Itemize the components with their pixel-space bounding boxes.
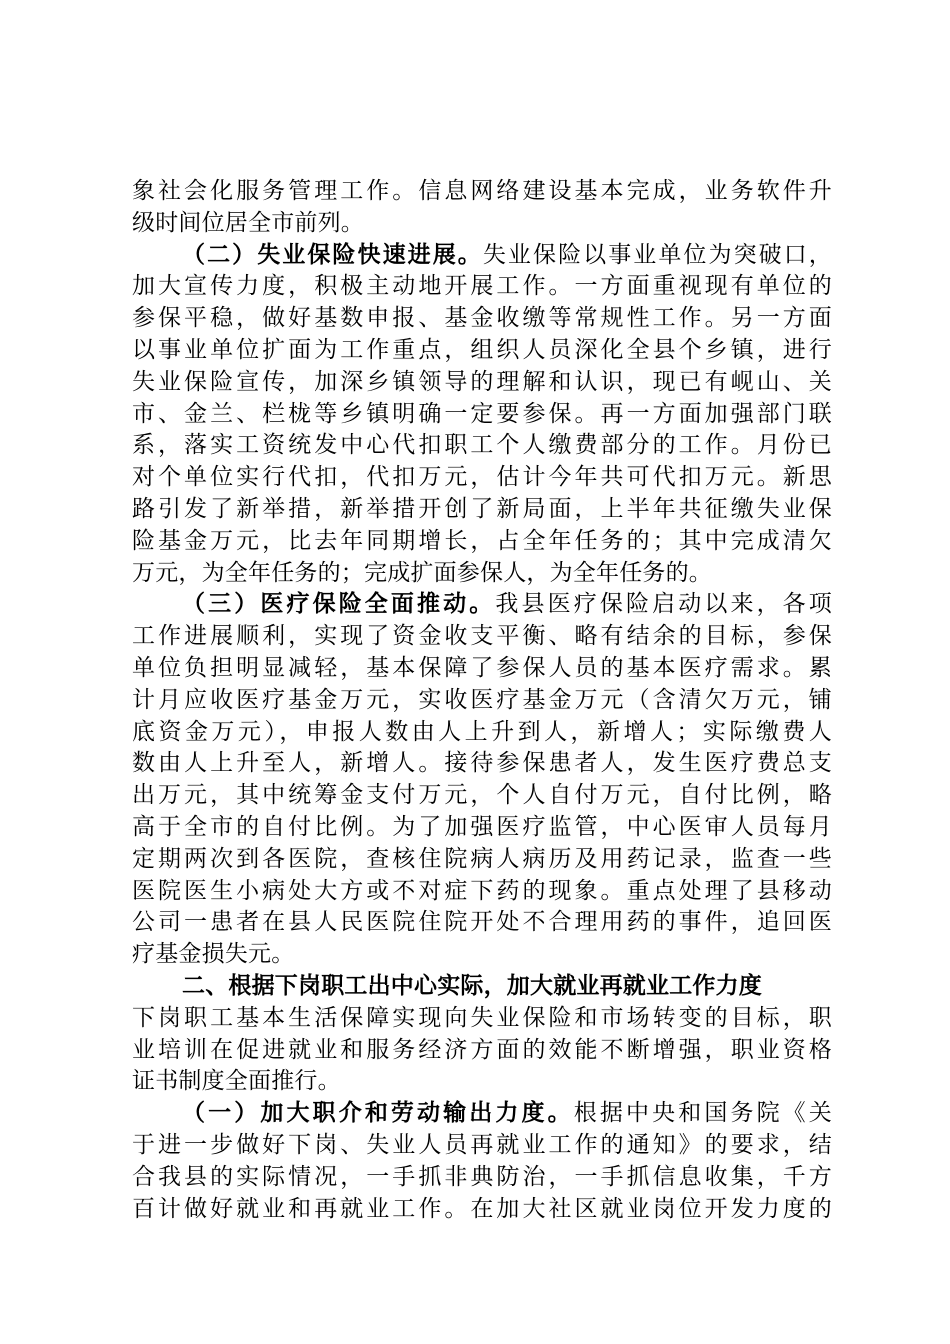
line-text: 高于全市的自付比例。为了加强医疗监管，中心医审人员每月 [132,813,832,840]
text-line [132,1066,832,1098]
line-text: 医院医生小病处大方或不对症下药的现象。重点处理了县移动 [132,877,832,904]
text-line [132,335,832,367]
text-line [132,176,832,208]
text-line [132,558,832,590]
text-line [132,430,832,462]
line-text: 公司一患者在县人民医院住院开处不合理用药的事件，追回医 [132,909,832,936]
text-line [132,876,832,908]
chapter-heading: 二、根据下岗职工出中心实际，加大就业再就业工作力度 [182,972,762,999]
section-heading: （一）加大职介和劳动输出力度。 [182,1100,574,1127]
text-line [132,1194,832,1226]
chapter-heading-line [132,971,832,1003]
text-line [132,717,832,749]
text-line [132,812,832,844]
text-line [132,399,832,431]
document-body [132,176,832,1225]
text-line [132,621,832,653]
text-line [132,462,832,494]
text-line [132,907,832,939]
line-text: 系，落实工资统发中心代扣职工个人缴费部分的工作。月份已 [132,432,832,459]
line-text: 下岗职工基本生活保障实现向失业保险和市场转变的目标，职 [132,1004,832,1031]
text-line [132,367,832,399]
text-line [132,1035,832,1067]
text-line [132,208,832,240]
line-text: 以事业单位扩面为工作重点，组织人员深化全县个乡镇，进行 [132,336,832,363]
line-text: 定期两次到各医院，查核住院病人病历及用药记录，监查一些 [132,845,832,872]
line-text: 根据中央和国务院《关 [573,1100,833,1127]
text-line [132,653,832,685]
text-line [132,685,832,717]
text-line [132,1003,832,1035]
line-text: 于进一步做好下岗、失业人员再就业工作的通知》的要求，结 [132,1131,832,1158]
line-text: 失业保险以事业单位为突破口， [482,241,832,268]
text-line [132,844,832,876]
text-line [132,526,832,558]
line-text: 险基金万元，比去年同期增长，占全年任务的；其中完成清欠 [132,527,832,554]
line-text: 路引发了新举措，新举措开创了新局面，上半年共征缴失业保 [132,495,832,522]
section-heading-line [132,1098,832,1130]
line-text: 象社会化服务管理工作。信息网络建设基本完成，业务软件升 [132,178,832,204]
section-heading-line [132,240,832,272]
line-text: 数由人上升至人，新增人。接待参保患者人，发生医疗费总支 [132,750,832,777]
line-text: 对个单位实行代扣，代扣万元，估计今年共可代扣万元。新思 [132,464,832,491]
line-text: 级时间位居全市前列。 [132,209,364,236]
text-line [132,303,832,335]
line-text: 参保平稳，做好基数申报、基金收缴等常规性工作。另一方面 [132,305,832,332]
text-line [132,1162,832,1194]
line-text: 合我县的实际情况，一手抓非典防治，一手抓信息收集，千方 [132,1163,832,1190]
text-line [132,780,832,812]
section-heading: （三）医疗保险全面推动。 [182,591,496,618]
line-text: 工作进展顺利，实现了资金收支平衡、略有结余的目标，参保 [132,623,832,650]
line-text: 我县医疗保险启动以来，各项 [495,591,832,618]
text-line [132,939,832,971]
line-text: 证书制度全面推行。 [132,1068,341,1095]
line-text: 出万元，其中统筹金支付万元，个人自付万元，自付比例，略 [132,782,832,809]
line-text: 万元，为全年任务的；完成扩面参保人，为全年任务的。 [132,559,712,586]
text-line [132,494,832,526]
line-text: 疗基金损失元。 [132,941,295,968]
line-text: 单位负担明显减轻，基本保障了参保人员的基本医疗需求。累 [132,654,832,681]
line-text: 业培训在促进就业和服务经济方面的效能不断增强，职业资格 [132,1036,832,1063]
text-line [132,748,832,780]
section-heading: （二）失业保险快速进展。 [182,241,483,268]
line-text: 百计做好就业和再就业工作。在加大社区就业岗位开发力度的 [132,1195,832,1222]
line-text: 底资金万元），申报人数由人上升到人，新增人；实际缴费人 [132,718,832,745]
text-line [132,271,832,303]
line-text: 失业保险宣传，加深乡镇领导的理解和认识，现已有岘山、关 [132,368,832,395]
line-text: 加大宣传力度，积极主动地开展工作。一方面重视现有单位的 [132,273,832,300]
text-line [132,1130,832,1162]
line-text: 市、金兰、栏栊等乡镇明确一定要参保。再一方面加强部门联 [132,400,832,427]
section-heading-line [132,589,832,621]
line-text: 计月应收医疗基金万元，实收医疗基金万元（含清欠万元，铺 [132,686,832,713]
